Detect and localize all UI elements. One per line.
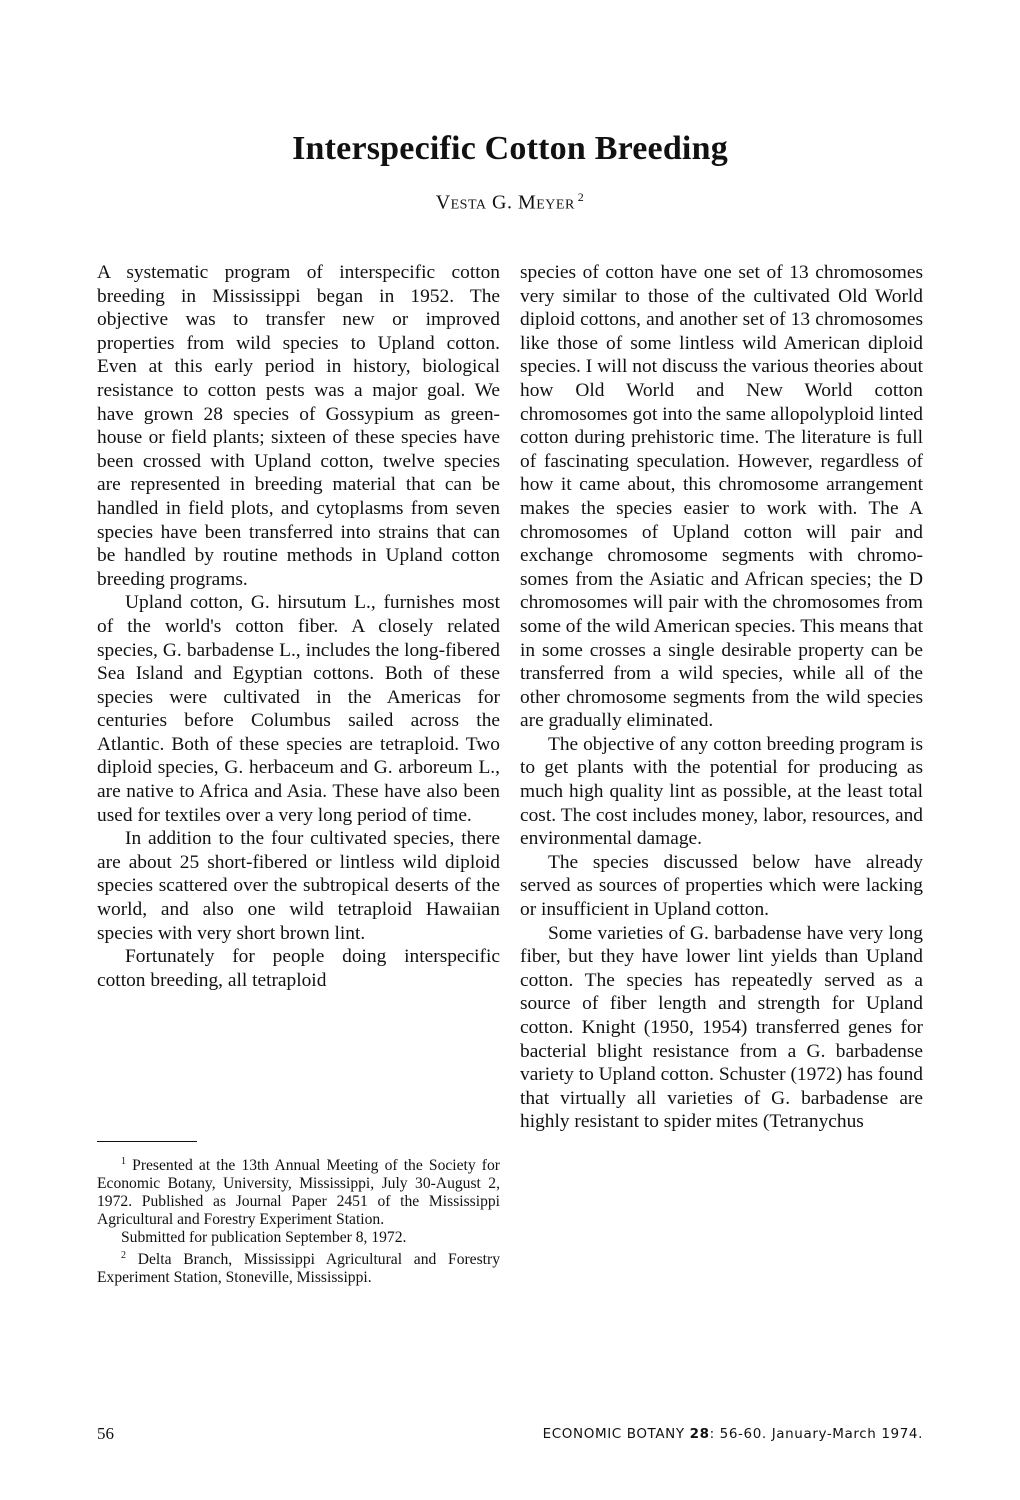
paragraph: The species discussed below have already served as sources of properties which were lacking or insufficient in Upland cotton. <box>520 851 923 921</box>
footnote-marker: 2 <box>121 1250 126 1262</box>
paragraph: Fortunately for people doing interspecific cotton breeding, all tetraploid <box>97 946 500 991</box>
article-title: Interspecific Cotton Breeding <box>292 129 728 167</box>
paragraph: Upland cotton, G. hirsutum L., furnishes most of the world's cotton fiber. A closely related species, G. barbadense L., includes the long-fibered Sea Island and Egyptian cottons. Both of these species were cultivated in the Americas for centuries before Columbus sailed across the Atlantic. Both of these species are tetraploid. Two diploid species, G. herbaceum and G. arboreum L., are native to Africa and Asia. These have also been used for textiles over a very long period of time. <box>97 592 500 826</box>
paragraph: In addition to the four cultivated species, there are about 25 short-fibered or lintless wild diploid species scattered over the subtropical deserts of the world, and also one wild tetraploid Hawaiian species with very short brown lint. <box>97 828 500 944</box>
footnote-divider <box>97 1141 197 1142</box>
footnotes <box>97 1153 500 1287</box>
footnote-1 <box>97 1153 500 1229</box>
paragraph: A systematic program of interspecific cotton breeding in Mississippi began in 1952. The objective was to transfer new or improved properties from wild species to Upland cotton. Even at this early period in history, biological resistance to cotton pests was a major goal. We have grown 28 species of Gossypium as greenhouse or field plants; sixteen of these species have been crossed with Upland cotton, twelve species are represented in breeding material that can be handled in field plots, and cytoplasms from seven species have been transferred into strains that can be handled by routine methods in Upland cotton breeding programs. <box>97 262 500 590</box>
author-name: Vesta G. Meyer <box>435 191 575 214</box>
footnote-text: Delta Branch, Mississippi Agricultural and Forestry Experiment Station, Stoneville, Mississippi. <box>97 1251 500 1287</box>
footnote-submitted <box>97 1229 500 1247</box>
paragraph: species of cotton have one set of 13 chromosomes very similar to those of the cultivated Old World diploid cottons, and another set of 13 chromosomes like those of some lintless wild American diploid species. I will not discuss the various theories about how Old World and New World cotton chromosomes got into the same allopolyploid linted cotton during prehistoric time. The literature is full of fascinating speculation. However, regardless of how it came about, this chromosome arrangement makes the species easier to work with. The A chromosomes of Upland cotton will pair and exchange chromosome segments with chromosomes from the Asiatic and African species; the D chromosomes will pair with the chromosomes from some of the wild American species. This means that in some crosses a single desirable property can be transferred from a wild species, while all of the other chromosome segments from the wild species are gradually eliminated. <box>520 262 923 732</box>
left-column <box>97 261 500 992</box>
footnote-2 <box>97 1247 500 1287</box>
author-byline <box>0 190 1020 215</box>
page-number: 56 <box>97 1424 114 1443</box>
footnote-text: Submitted for publication September 8, 1972. <box>121 1229 407 1247</box>
paragraph: The objective of any cotton breeding program is to get plants with the potential for producing as much high quality lint as possible, at the least total cost. The cost includes money, labor, resources, and environmental damage. <box>520 733 923 850</box>
journal-volume: 28 <box>689 1426 710 1442</box>
footnote-marker: 1 <box>121 1156 126 1167</box>
journal-pages-date: : 56-60. January-March 1974. <box>709 1426 923 1442</box>
journal-citation <box>543 1426 923 1442</box>
journal-name: ECONOMIC BOTANY <box>542 1426 685 1442</box>
paragraph: Some varieties of G. barbadense have very long fiber, but they have lower lint yields than Upland cotton. The species has repeatedly served as a source of fiber length and strength for Upland cotton. Knight (1950, 1954) transferred genes for bacterial blight resistance from a G. barbadense variety to Upland cotton. Schuster (1972) has found that virtually all varieties of G. barbadense are highly resistant to spider mites (Tetranychus <box>520 922 923 1133</box>
author-footnote-marker: 2 <box>577 190 585 204</box>
footnote-text: Presented at the 13th Annual Meeting of the Society for Economic Botany, University, Mississippi, July 30-August 2, 1972. Published as Journal Paper 2451 of the Mississippi Agricultural and Forestry Experiment Station. <box>97 1157 500 1229</box>
right-column <box>520 261 923 1134</box>
